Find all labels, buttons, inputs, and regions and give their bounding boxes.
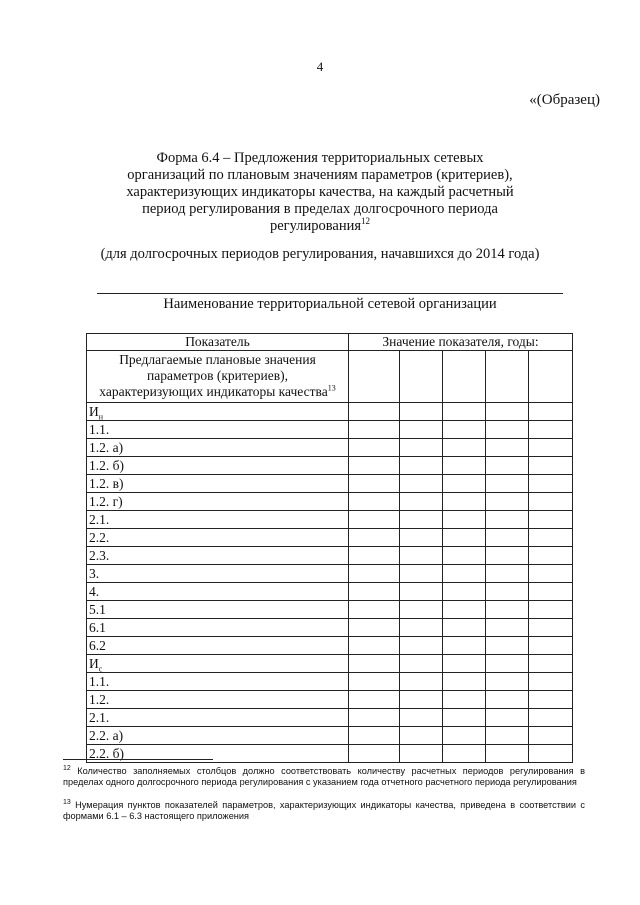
value-cell[interactable] — [529, 655, 573, 673]
indicator-code — [87, 601, 349, 619]
value-cell[interactable] — [400, 403, 443, 421]
value-cell[interactable] — [400, 655, 443, 673]
value-cell[interactable] — [349, 601, 400, 619]
title-line: Форма 6.4 – Предложения территориальных сетевых — [156, 150, 484, 166]
value-cell[interactable] — [400, 351, 443, 403]
value-cell[interactable] — [443, 637, 486, 655]
table-row — [87, 475, 573, 493]
value-cell[interactable] — [443, 475, 486, 493]
value-cell[interactable] — [349, 511, 400, 529]
value-cell[interactable] — [349, 403, 400, 421]
indicator-code — [87, 727, 349, 745]
value-cell[interactable] — [400, 637, 443, 655]
indicator-code — [87, 565, 349, 583]
value-cell[interactable] — [443, 709, 486, 727]
indicator-code — [87, 619, 349, 637]
indicator-code-text: 2.1. — [89, 710, 110, 725]
footnote-number: 13 — [63, 798, 71, 806]
value-cell[interactable] — [486, 421, 529, 439]
table-row — [87, 403, 573, 421]
value-cell[interactable] — [349, 565, 400, 583]
value-cell[interactable] — [486, 565, 529, 583]
indicator-code-text: 1.1. — [89, 674, 110, 689]
value-cell[interactable] — [529, 727, 573, 745]
indicator-code-text: 1.2. г) — [89, 494, 123, 509]
table-row — [87, 529, 573, 547]
value-cell[interactable] — [443, 673, 486, 691]
value-cell[interactable] — [529, 511, 573, 529]
title-line: период регулирования в пределах долгосрочного периода — [142, 201, 498, 217]
value-cell[interactable] — [529, 475, 573, 493]
value-cell[interactable] — [486, 493, 529, 511]
value-cell[interactable] — [400, 511, 443, 529]
indicator-code — [87, 511, 349, 529]
value-cell[interactable] — [400, 439, 443, 457]
header-indicator: Показатель — [87, 334, 349, 351]
value-cell[interactable] — [486, 619, 529, 637]
value-cell[interactable] — [443, 421, 486, 439]
indicator-code-text: 1.2. в) — [89, 476, 124, 491]
value-cell[interactable] — [529, 601, 573, 619]
indicator-code — [87, 709, 349, 727]
value-cell[interactable] — [529, 457, 573, 475]
value-cell[interactable] — [349, 475, 400, 493]
value-cell[interactable] — [349, 583, 400, 601]
indicator-code-subscript: с — [98, 664, 103, 674]
value-cell[interactable] — [486, 691, 529, 709]
indicator-code — [87, 583, 349, 601]
value-cell[interactable] — [529, 691, 573, 709]
value-cell[interactable] — [443, 493, 486, 511]
value-cell[interactable] — [400, 583, 443, 601]
table-row — [87, 727, 573, 745]
value-cell[interactable] — [349, 421, 400, 439]
description-line — [89, 384, 346, 400]
value-cell[interactable] — [486, 637, 529, 655]
value-cell[interactable] — [486, 439, 529, 457]
value-cell[interactable] — [443, 529, 486, 547]
table-row — [87, 421, 573, 439]
value-cell[interactable] — [349, 457, 400, 475]
value-cell[interactable] — [349, 529, 400, 547]
table-row — [87, 691, 573, 709]
form-subtitle: (для долгосрочных периодов регулирования, начавшихся до 2014 года) — [100, 246, 540, 262]
value-cell[interactable] — [400, 691, 443, 709]
footnote-rule — [63, 759, 213, 760]
description-line: параметров (критериев), — [147, 368, 288, 383]
indicator-code — [87, 673, 349, 691]
value-cell[interactable] — [400, 619, 443, 637]
form-title — [90, 150, 550, 235]
value-cell[interactable] — [529, 637, 573, 655]
indicator-code — [87, 493, 349, 511]
value-cell[interactable] — [400, 493, 443, 511]
table-row — [87, 547, 573, 565]
value-cell[interactable] — [400, 529, 443, 547]
indicator-code — [87, 457, 349, 475]
value-cell[interactable] — [443, 351, 486, 403]
value-cell[interactable] — [349, 673, 400, 691]
value-cell[interactable] — [486, 655, 529, 673]
value-cell[interactable] — [400, 547, 443, 565]
value-cell[interactable] — [443, 457, 486, 475]
indicator-code-text: 2.2. а) — [89, 728, 124, 743]
indicator-code-text: 2.3. — [89, 548, 110, 563]
header-values: Значение показателя, годы: — [349, 334, 573, 351]
value-cell[interactable] — [349, 351, 400, 403]
indicator-code — [87, 403, 349, 421]
value-cell[interactable] — [486, 351, 529, 403]
description-line-text: характеризующих индикаторы качества — [99, 384, 328, 399]
indicator-code-text: 2.2. — [89, 530, 110, 545]
value-cell[interactable] — [486, 745, 529, 763]
value-cell[interactable] — [400, 421, 443, 439]
value-cell[interactable] — [443, 439, 486, 457]
value-cell[interactable] — [486, 709, 529, 727]
value-cell[interactable] — [486, 457, 529, 475]
value-cell[interactable] — [443, 565, 486, 583]
value-cell[interactable] — [349, 439, 400, 457]
value-cell[interactable] — [443, 547, 486, 565]
value-cell[interactable] — [349, 493, 400, 511]
indicator-code-text: 6.1 — [89, 620, 106, 635]
value-cell[interactable] — [443, 745, 486, 763]
value-cell[interactable] — [400, 709, 443, 727]
indicator-code-text: 6.2 — [89, 638, 106, 653]
table-description-row — [87, 351, 573, 403]
value-cell[interactable] — [349, 709, 400, 727]
table-row — [87, 601, 573, 619]
title-line: организаций по плановым значениям параметров (критериев), — [127, 167, 513, 183]
value-cell[interactable] — [529, 529, 573, 547]
value-cell[interactable] — [400, 727, 443, 745]
description-cell — [87, 351, 349, 403]
indicator-code-text: 5.1 — [89, 602, 106, 617]
table-header-row — [87, 334, 573, 351]
org-name-line — [97, 293, 563, 294]
table-row — [87, 493, 573, 511]
org-name-label: Наименование территориальной сетевой организации — [163, 296, 497, 312]
indicator-code-text: 3. — [89, 566, 100, 581]
value-cell[interactable] — [349, 745, 400, 763]
value-cell[interactable] — [529, 421, 573, 439]
footnote-ref-12: 12 — [361, 216, 371, 227]
indicator-table — [86, 333, 573, 763]
table-row — [87, 637, 573, 655]
value-cell[interactable] — [529, 583, 573, 601]
value-cell[interactable] — [529, 493, 573, 511]
value-cell[interactable] — [529, 351, 573, 403]
value-cell[interactable] — [486, 403, 529, 421]
table-row — [87, 619, 573, 637]
table-row — [87, 673, 573, 691]
indicator-code — [87, 655, 349, 673]
sample-label: «(Образец) — [529, 92, 600, 108]
footnote-text: Нумерация пунктов показателей параметров, характеризующих индикаторы качества, приведена в соответствии с формами 6.1 – 6.3 настоящего приложения — [63, 800, 585, 821]
value-cell[interactable] — [486, 475, 529, 493]
value-cell[interactable] — [400, 745, 443, 763]
value-cell[interactable] — [443, 727, 486, 745]
value-cell[interactable] — [529, 439, 573, 457]
indicator-code — [87, 439, 349, 457]
indicator-code — [87, 691, 349, 709]
value-cell[interactable] — [529, 547, 573, 565]
value-cell[interactable] — [349, 727, 400, 745]
indicator-code-text: 2.1. — [89, 512, 110, 527]
table-row — [87, 709, 573, 727]
value-cell[interactable] — [349, 637, 400, 655]
value-cell[interactable] — [486, 601, 529, 619]
value-cell[interactable] — [529, 619, 573, 637]
indicator-code-subscript: н — [98, 412, 104, 422]
page-number: 4 — [316, 59, 324, 74]
value-cell[interactable] — [349, 547, 400, 565]
value-cell[interactable] — [349, 619, 400, 637]
table-row — [87, 583, 573, 601]
value-cell[interactable] — [349, 655, 400, 673]
value-cell[interactable] — [529, 745, 573, 763]
indicator-code-text: 4. — [89, 584, 100, 599]
footnote-13 — [63, 800, 585, 822]
value-cell[interactable] — [400, 601, 443, 619]
value-cell[interactable] — [486, 529, 529, 547]
value-cell[interactable] — [529, 403, 573, 421]
footnote-number: 12 — [63, 764, 71, 772]
title-line: характеризующих индикаторы качества, на каждый расчетный — [126, 184, 514, 200]
table-row — [87, 439, 573, 457]
indicator-code — [87, 637, 349, 655]
value-cell[interactable] — [400, 475, 443, 493]
value-cell[interactable] — [443, 655, 486, 673]
indicator-code — [87, 547, 349, 565]
value-cell[interactable] — [486, 511, 529, 529]
indicator-code — [87, 475, 349, 493]
footnote-text: Количество заполняемых столбцов должно соответствовать количеству расчетных периодов регулирования в пределах одного долгосрочного периода регулирования с указанием года отчетного расчетного периода регулирования — [63, 766, 585, 787]
value-cell[interactable] — [486, 547, 529, 565]
value-cell[interactable] — [486, 673, 529, 691]
value-cell[interactable] — [443, 511, 486, 529]
indicator-code-text: И — [89, 656, 99, 671]
indicator-code-text: И — [89, 404, 99, 419]
table-row — [87, 511, 573, 529]
value-cell[interactable] — [400, 565, 443, 583]
value-cell[interactable] — [486, 727, 529, 745]
value-cell[interactable] — [443, 403, 486, 421]
table-row — [87, 457, 573, 475]
value-cell[interactable] — [349, 691, 400, 709]
value-cell[interactable] — [529, 709, 573, 727]
indicator-code-text: 1.1. — [89, 422, 110, 437]
table-row — [87, 565, 573, 583]
indicator-code — [87, 421, 349, 439]
table-row — [87, 655, 573, 673]
value-cell[interactable] — [529, 565, 573, 583]
description-line: Предлагаемые плановые значения — [119, 352, 316, 367]
value-cell[interactable] — [486, 583, 529, 601]
value-cell[interactable] — [400, 673, 443, 691]
indicator-code — [87, 529, 349, 547]
value-cell[interactable] — [400, 457, 443, 475]
indicator-code-text: 1.2. а) — [89, 440, 124, 455]
title-line — [90, 218, 550, 235]
indicator-code-text: 2.2. б) — [89, 746, 124, 761]
value-cell[interactable] — [443, 619, 486, 637]
value-cell[interactable] — [443, 601, 486, 619]
value-cell[interactable] — [443, 691, 486, 709]
title-line-text: регулирования — [269, 218, 362, 234]
value-cell[interactable] — [529, 673, 573, 691]
footnote-ref-13: 13 — [327, 383, 336, 393]
value-cell[interactable] — [443, 583, 486, 601]
indicator-code-text: 1.2. б) — [89, 458, 124, 473]
indicator-code-text: 1.2. — [89, 692, 110, 707]
footnote-12 — [63, 766, 585, 788]
